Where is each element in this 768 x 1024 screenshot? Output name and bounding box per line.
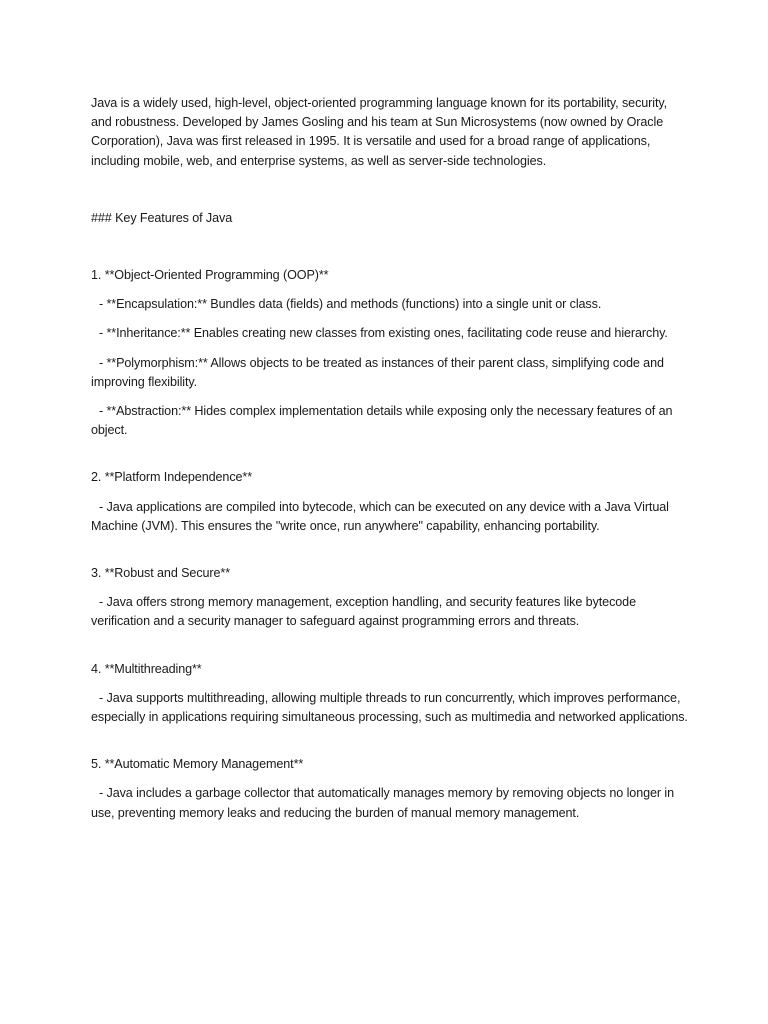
feature-bullet: - **Abstraction:** Hides complex implementation details while exposing only the necessary features of an object. bbox=[91, 404, 673, 438]
feature-section-memory-management bbox=[91, 755, 691, 823]
key-features-heading: ### Key Features of Java bbox=[91, 210, 233, 225]
feature-title: 5. **Automatic Memory Management** bbox=[91, 757, 304, 772]
feature-bullet: - **Encapsulation:** Bundles data (fields) and methods (functions) into a single unit or class. bbox=[99, 297, 602, 312]
feature-bullet: - Java supports multithreading, allowing multiple threads to run concurrently, which improves performance, especially in applications requiring simultaneous processing, such as multimedia and networked applications. bbox=[91, 690, 688, 725]
document-body bbox=[91, 94, 691, 833]
feature-title: 3. **Robust and Secure** bbox=[91, 566, 231, 581]
feature-bullet: - Java applications are compiled into bytecode, which can be executed on any device with a Java Virtual Machine (JVM). This ensures the "write once, run anywhere" capability, enhancing portability. bbox=[91, 499, 669, 533]
feature-title: 1. **Object-Oriented Programming (OOP)** bbox=[91, 268, 329, 283]
feature-section-platform-independence bbox=[91, 468, 691, 536]
feature-bullet: - Java offers strong memory management, exception handling, and security features like bytecode verification and a security manager to safeguard against programming errors and threats. bbox=[91, 595, 636, 629]
feature-title: 4. **Multithreading** bbox=[91, 661, 202, 676]
feature-section-robust-secure bbox=[91, 564, 691, 632]
feature-bullet: - Java includes a garbage collector that automatically manages memory by removing objects no longer in use, preventing memory leaks and reducing the burden of manual memory management. bbox=[91, 786, 675, 820]
feature-bullet: - **Polymorphism:** Allows objects to be treated as instances of their parent class, simplifying code and improving flexibility. bbox=[91, 355, 664, 389]
feature-title: 2. **Platform Independence** bbox=[91, 470, 253, 485]
intro-paragraph: Java is a widely used, high-level, object-oriented programming language known for its portability, security, and robustness. Developed by James Gosling and his team at Sun Microsystems (now owned by Oracle Corporation), Java was first released in 1995. It is versatile and used for a broad range of applications, including mobile, web, and enterprise systems, as well as server-side technologies. bbox=[91, 96, 668, 168]
feature-bullet: - **Inheritance:** Enables creating new classes from existing ones, facilitating code reuse and hierarchy. bbox=[99, 326, 668, 341]
feature-section-multithreading bbox=[91, 660, 691, 728]
feature-section-oop bbox=[91, 266, 691, 440]
